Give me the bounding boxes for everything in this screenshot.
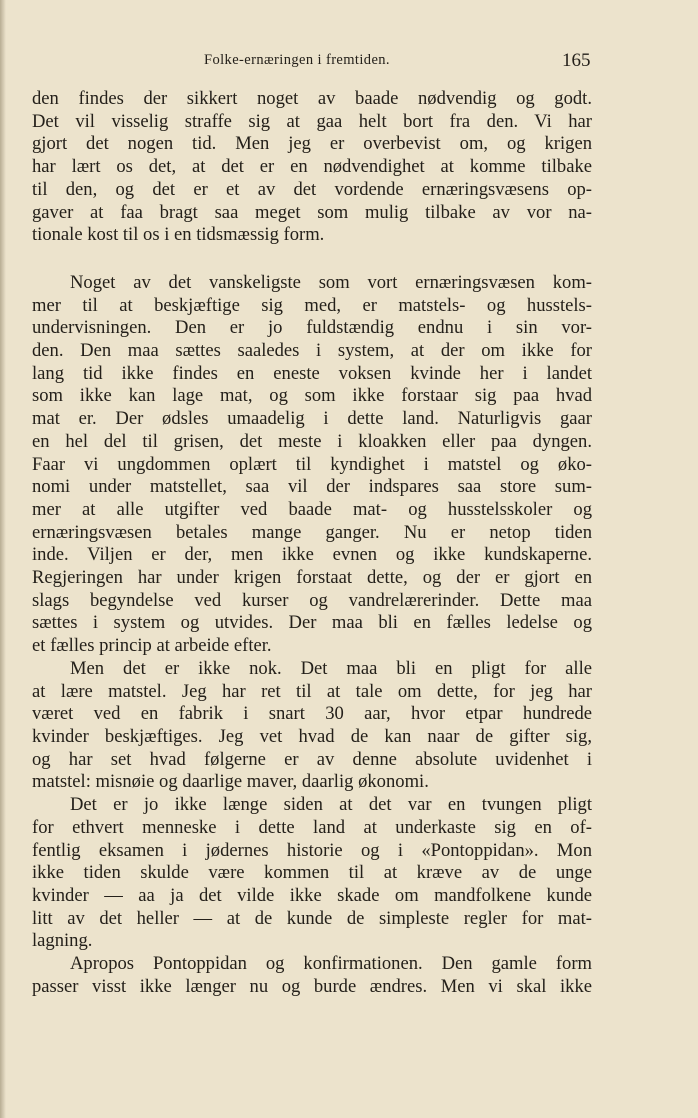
- text-line: litt av det heller — at de kunde de simpleste regler for mat-: [32, 907, 592, 929]
- text-line: at lære matstel. Jeg har ret til at tale om dette, for jeg har: [32, 680, 592, 702]
- text-line: mer til at beskjæftige sig med, er matstels- og husstels-: [32, 294, 592, 316]
- text-line: mat er. Der ødsles umaadelig i dette land. Naturligvis gaar: [32, 408, 592, 430]
- text-line: nomi under matstellet, saa vil der indspares saa store sum-: [32, 476, 592, 498]
- paragraph-5: [32, 953, 592, 998]
- running-header: [0, 50, 698, 76]
- text-line: har lært os det, at det er en nødvendighet at komme tilbake: [32, 156, 592, 178]
- text-line: en hel del til grisen, det meste i kloakken eller paa dyngen.: [32, 430, 592, 452]
- text-line: Noget av det vanskeligste som vort ernæringsvæsen kom-: [70, 271, 592, 293]
- text-line: lagning.: [32, 930, 93, 952]
- text-line: sættes i system og utvides. Der maa bli en fælles ledelse og: [32, 612, 592, 634]
- text-line: den findes der sikkert noget av baade nødvendig og godt.: [32, 88, 592, 109]
- text-line: lang tid ikke findes en eneste voksen kvinde her i landet: [32, 362, 592, 384]
- paragraph-1: [32, 88, 592, 247]
- text-line: kvinder — aa ja det vilde ikke skade om mandfolkene kunde: [32, 884, 592, 906]
- text-line: til den, og det er et av det vordende ernæringsvæsens op-: [32, 178, 592, 200]
- text-line: fentlig eksamen i jødernes historie og i «Pontoppidan». Mon: [32, 839, 592, 861]
- text-line: været ved en fabrik i snart 30 aar, hvor etpar hundrede: [32, 703, 592, 725]
- text-line: et fælles princip at arbeide efter.: [32, 635, 272, 657]
- text-line: ernæringsvæsen betales mange ganger. Nu er netop tiden: [32, 521, 592, 543]
- page-edge: [0, 0, 6, 1118]
- text-line: gaver at faa bragt saa meget som mulig tilbake av vor na-: [32, 201, 592, 223]
- text-line: Regjeringen har under krigen forstaat dette, og der er gjort en: [32, 567, 592, 589]
- text-line: ikke tiden skulde være kommen til at kræve av de unge: [32, 862, 592, 884]
- text-line: tionale kost til os i en tidsmæssig form.: [32, 224, 325, 246]
- text-line: mer at alle utgifter ved baade mat- og husstelsskoler og: [32, 498, 592, 520]
- text-line: undervisningen. Den er jo fuldstændig endnu i sin vor-: [32, 317, 592, 339]
- text-line: og har set hvad følgerne er av denne absolute uvidenhet i: [32, 748, 592, 770]
- body-text: [32, 88, 592, 998]
- text-line: Apropos Pontoppidan og konfirmationen. Den gamle form: [70, 953, 592, 975]
- paragraph-4: [32, 794, 592, 953]
- text-line: kvinder beskjæftiges. Jeg vet hvad de kan naar de gifter sig,: [32, 725, 592, 747]
- text-line: for ethvert menneske i dette land at underkaste sig en of-: [32, 816, 592, 838]
- paragraph-3: [32, 658, 592, 794]
- text-line: inde. Viljen er der, men ikke evnen og ikke kundskaperne.: [32, 544, 592, 566]
- text-line: gjort det nogen tid. Men jeg er overbevist om, og krigen: [32, 133, 592, 155]
- text-line: den. Den maa sættes saaledes i system, at der om ikke for: [32, 340, 592, 362]
- text-line: Det vil visselig straffe sig at gaa helt bort fra den. Vi har: [32, 110, 592, 132]
- page-number: 165: [562, 50, 591, 71]
- text-line: Faar vi ungdommen oplært til kyndighet i matstel og øko-: [32, 453, 592, 475]
- text-line: matstel: misnøie og daarlige maver, daarlig økonomi.: [32, 771, 429, 793]
- text-line: som ikke kan lage mat, og som ikke forstaar sig paa hvad: [32, 385, 592, 407]
- text-line: slags begyndelse ved kurser og vandrelærerinder. Dette maa: [32, 589, 592, 611]
- running-title: Folke-ernæringen i fremtiden.: [204, 52, 390, 68]
- text-line: Men det er ikke nok. Det maa bli en pligt for alle: [70, 657, 592, 679]
- paragraph-2: [32, 272, 592, 658]
- text-line: Det er jo ikke længe siden at det var en tvungen pligt: [70, 794, 592, 816]
- text-line: passer visst ikke længer nu og burde ændres. Men vi skal ikke: [32, 975, 592, 997]
